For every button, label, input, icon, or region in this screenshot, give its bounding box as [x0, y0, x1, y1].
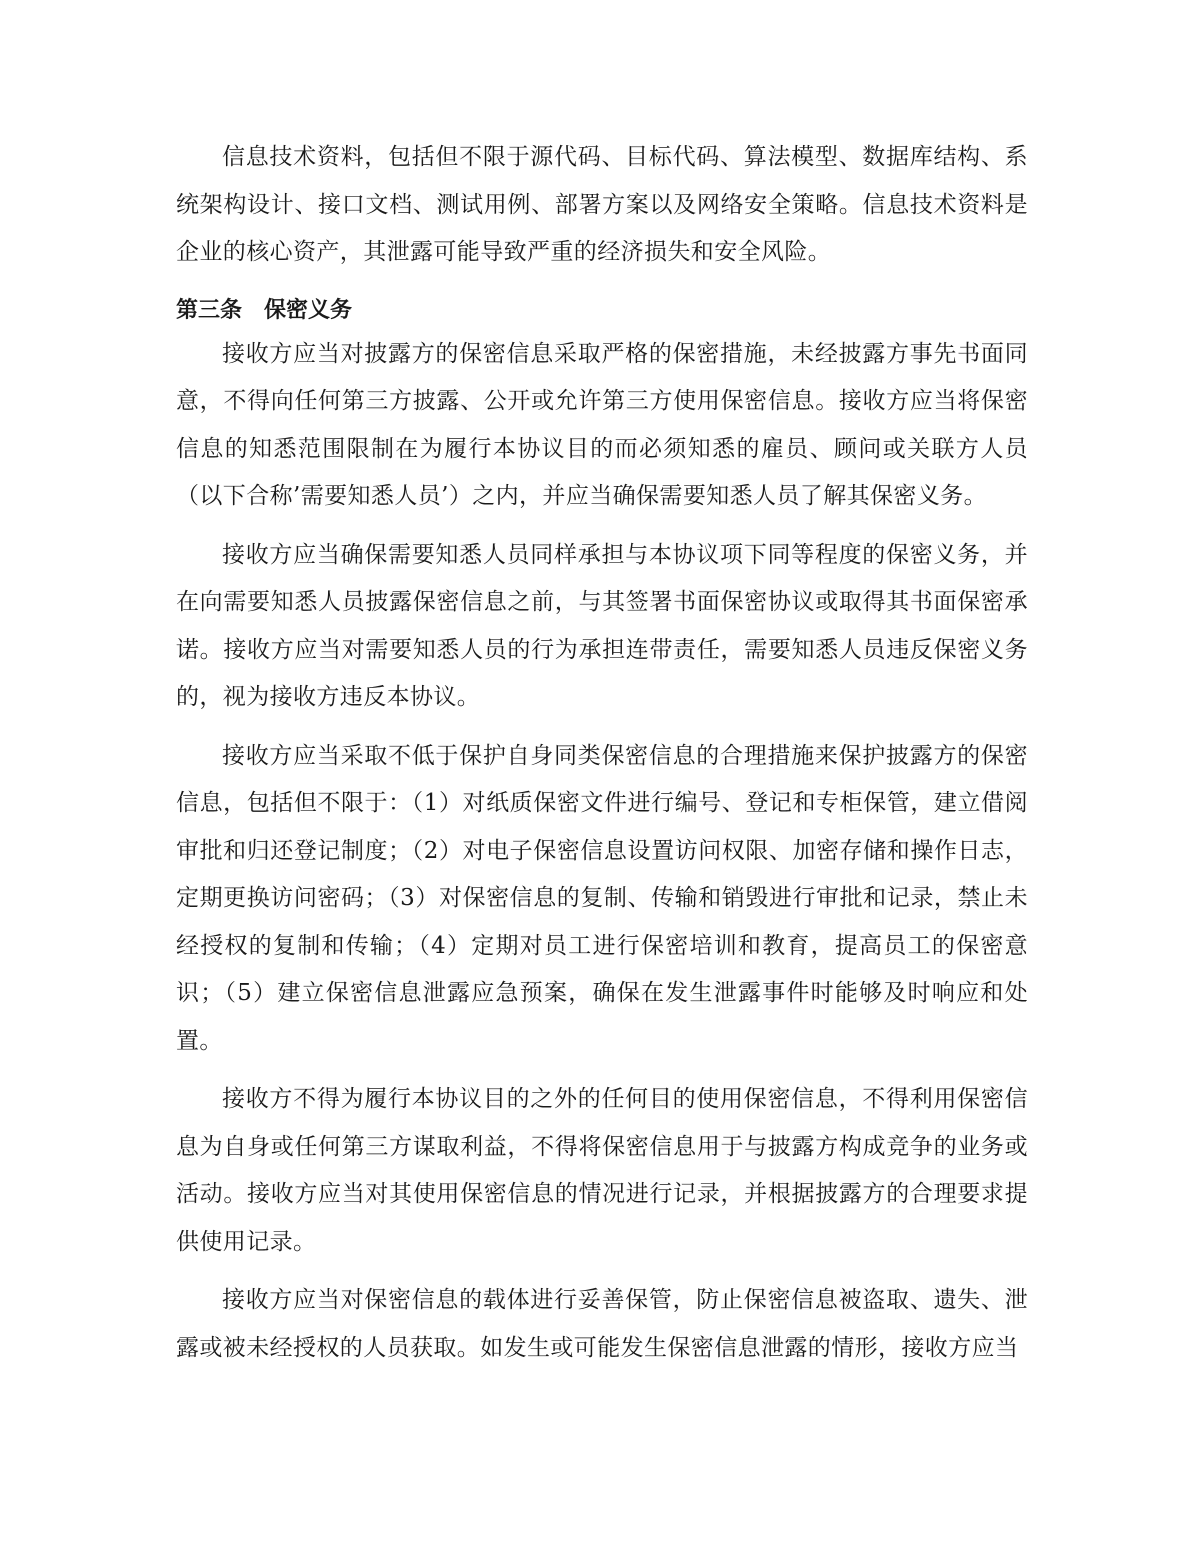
paragraph-confidentiality-measures: 接收方应当对披露方的保密信息采取严格的保密措施，未经披露方事先书面同意，不得向任何第三方披露、公开或允许第三方使用保密信息。接收方应当将保密信息的知悉范围限制在为履行本协议目的而必须知悉的雇员、顾问或关联方人员（以下合称’需要知悉人员’）之内，并应当确保需要知悉人员了解其保密义务。	[176, 340, 1028, 509]
paragraph-carrier-custody: 接收方应当对保密信息的载体进行妥善保管，防止保密信息被盗取、遗失、泄露或被未经授权的人员获取。如发生或可能发生保密信息泄露的情形，接收方应当	[176, 1287, 1028, 1361]
paragraph-need-to-know-obligations: 接收方应当确保需要知悉人员同样承担与本协议项下同等程度的保密义务，并在向需要知悉人员披露保密信息之前，与其签署书面保密协议或取得其书面保密承诺。接收方应当对需要知悉人员的行为承担连带责任，需要知悉人员违反保密义务的，视为接收方违反本协议。	[176, 541, 1028, 710]
document-body	[176, 134, 1028, 1372]
paragraph-protection-measures: 接收方应当采取不低于保护自身同类保密信息的合理措施来保护披露方的保密信息，包括但不限于：（1）对纸质保密文件进行编号、登记和专柜保管，建立借阅审批和归还登记制度；（2）对电子保密信息设置访问权限、加密存储和操作日志，定期更换访问密码；（3）对保密信息的复制、传输和销毁进行审批和记录，禁止未经授权的复制和传输；（4）定期对员工进行保密培训和教育，提高员工的保密意识；（5）建立保密信息泄露应急预案，确保在发生泄露事件时能够及时响应和处置。	[176, 742, 1028, 1054]
section-heading-article-3: 第三条 保密义务	[176, 297, 353, 323]
paragraph-it-materials: 信息技术资料，包括但不限于源代码、目标代码、算法模型、数据库结构、系统架构设计、接口文档、测试用例、部署方案以及网络安全策略。信息技术资料是企业的核心资产，其泄露可能导致严重的经济损失和安全风险。	[176, 144, 1028, 265]
paragraph-use-restriction: 接收方不得为履行本协议目的之外的任何目的使用保密信息，不得利用保密信息为自身或任何第三方谋取利益，不得将保密信息用于与披露方构成竞争的业务或活动。接收方应当对其使用保密信息的情况进行记录，并根据披露方的合理要求提供使用记录。	[176, 1086, 1028, 1255]
